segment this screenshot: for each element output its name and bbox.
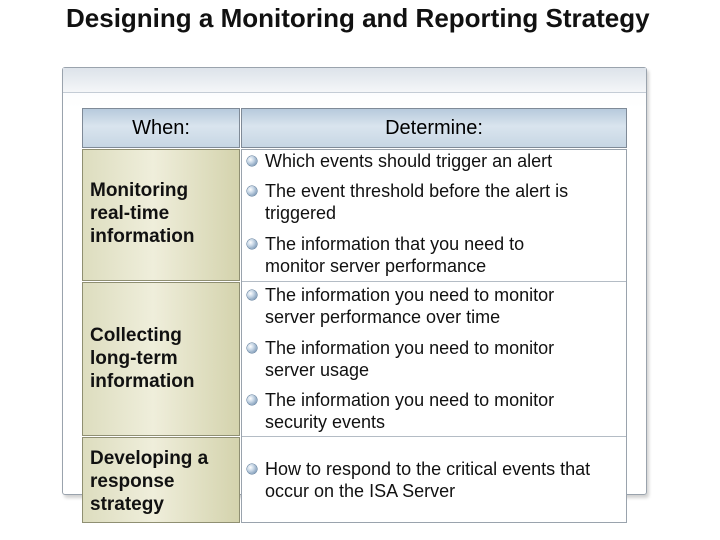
header-determine: Determine: [241,108,627,148]
determine-item: The information you need to monitor server performance over time [265,285,555,327]
round-bullet-icon [247,290,257,300]
round-bullet-icon [247,395,257,405]
row-label-cell-response [82,437,240,523]
determine-item: The information you need to monitor security events [265,390,555,432]
row-divider [242,436,626,437]
round-bullet-icon [247,343,257,353]
round-bullet-icon [247,156,257,166]
round-bullet-icon [247,464,257,474]
row-label-collecting: Collecting long-term information [90,325,195,392]
determine-item: Which events should trigger an alert [265,151,553,171]
determine-item: The event threshold before the alert is triggered [265,181,569,223]
row-divider [242,281,626,282]
determine-item: The information that you need to monitor server performance [265,234,525,276]
row-label-cell-monitoring [82,149,240,281]
row-label-cell-collecting [82,282,240,436]
header-when: When: [82,108,240,148]
determine-item: How to respond to the critical events that occur on the ISA Server [265,459,591,501]
determine-item: The information you need to monitor server usage [265,338,555,380]
row-label-response: Developing a response strategy [90,448,209,515]
round-bullet-icon [247,239,257,249]
slide-title: Designing a Monitoring and Reporting Strategy [66,3,650,33]
round-bullet-icon [247,186,257,196]
row-label-monitoring: Monitoring real-time information [90,180,195,247]
